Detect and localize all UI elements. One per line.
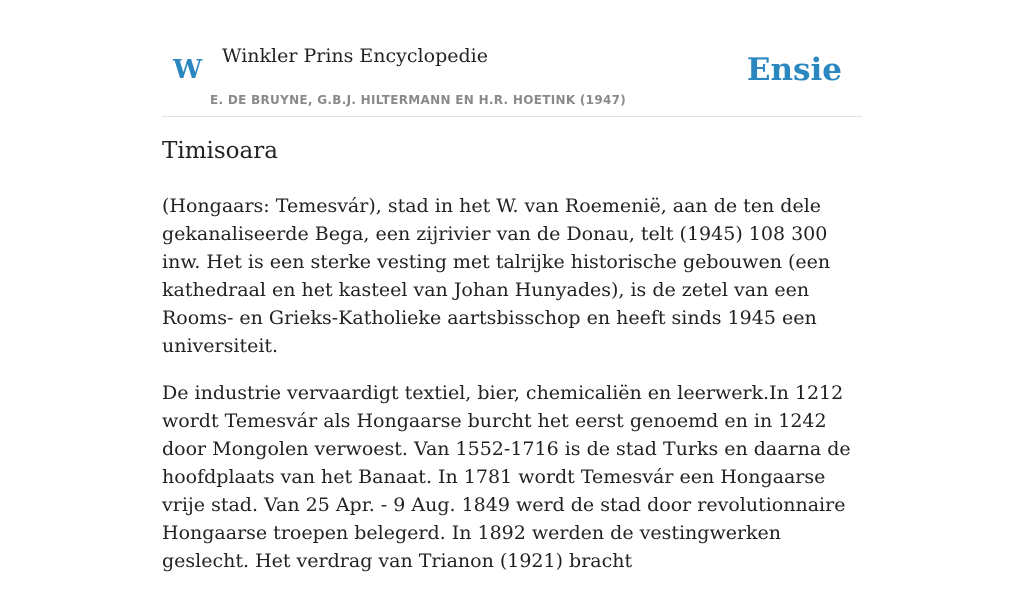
article-title: Timisoara: [162, 138, 278, 164]
publication-title[interactable]: Winkler Prins Encyclopedie: [222, 45, 488, 67]
article-body: [162, 192, 862, 594]
article-paragraph: De industrie vervaardigt textiel, bier, chemicaliën en leerwerk.In 1212 wordt Temesvár als Hongaarse burcht het eerst genoemd en in 1242 door Mongolen verwoest. Van 1552-1716 is de stad Turks en daarna de hoofdplaats van het Banaat. In 1781 wordt Temesvár een Hongaarse vrije stad. Van 25 Apr. - 9 Aug. 1849 werd de stad door revolutionnaire Hongaarse troepen belegerd. In 1892 werden de vestingwerken geslecht. Het verdrag van Trianon (1921) bracht: [162, 382, 851, 572]
publication-authors: E. DE BRUYNE, G.B.J. HILTERMANN EN H.R. HOETINK (1947): [210, 93, 627, 107]
header: [162, 0, 862, 117]
brand-logo-link[interactable]: Ensie: [746, 52, 842, 88]
publication-logo: W: [173, 55, 203, 85]
article-paragraph: (Hongaars: Temesvár), stad in het W. van Roemenië, aan de ten dele gekanaliseerde Bega, een zijrivier van de Donau, telt (1945) 108 300 inw. Het is een sterke vesting met talrijke historische gebouwen (een kathedraal en het kasteel van Johan Hunyades), is de zetel van een Rooms- en Grieks-Katholieke aartsbisschop en heeft sinds 1945 een universiteit.: [162, 195, 831, 357]
